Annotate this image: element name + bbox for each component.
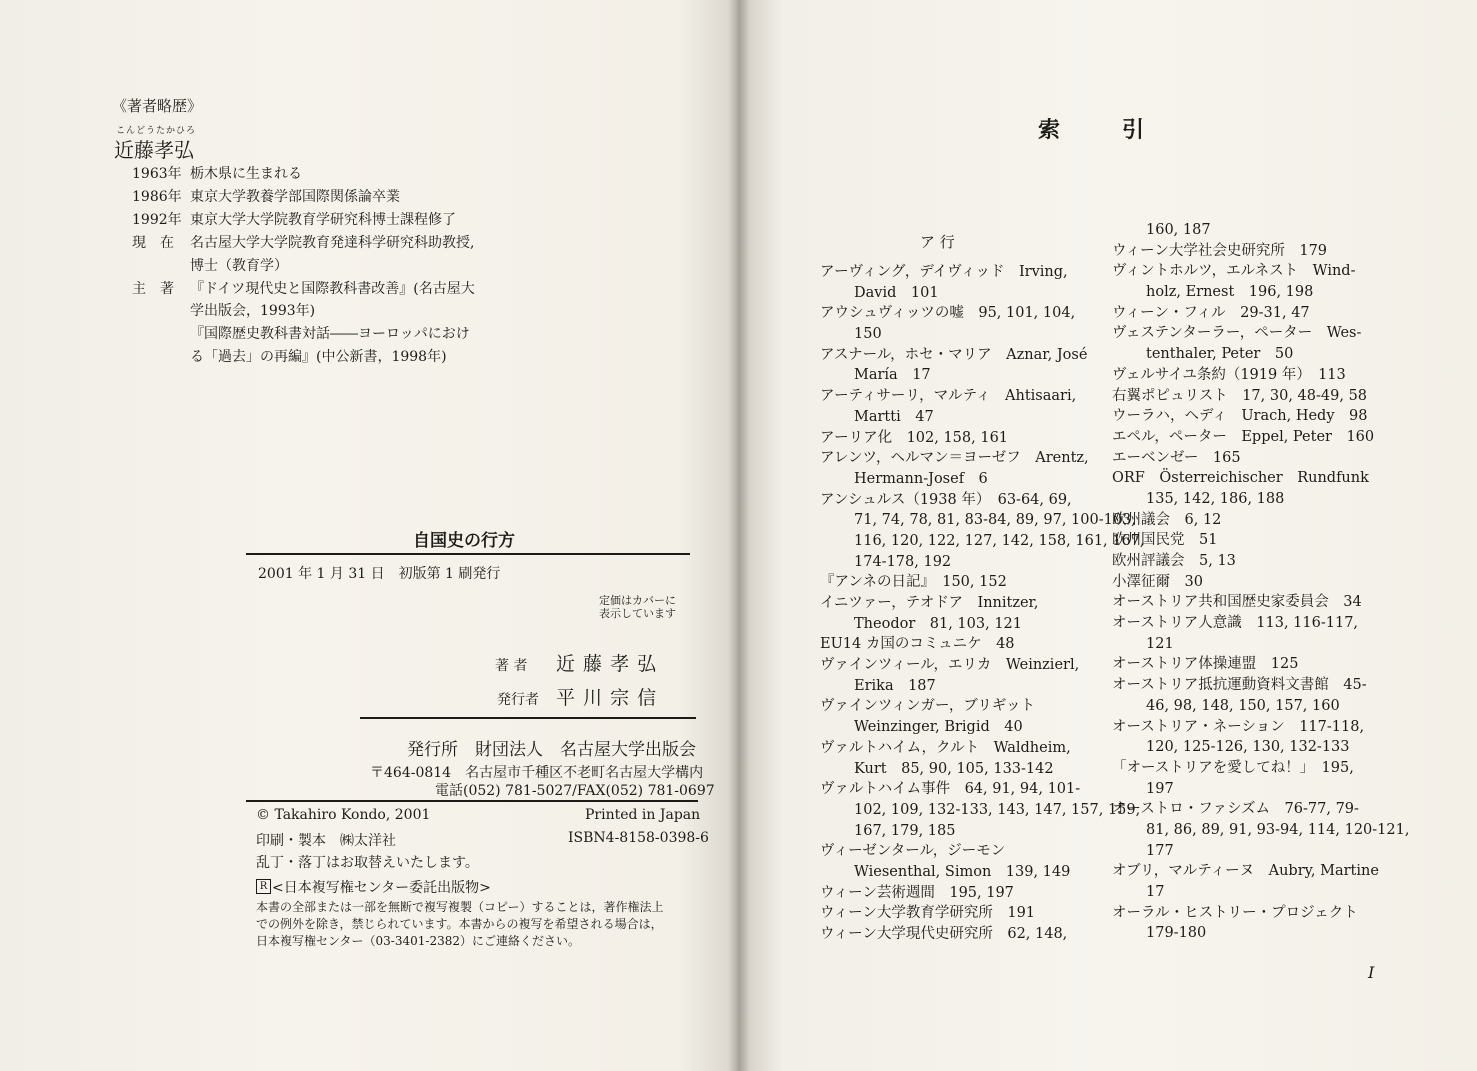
index-entry-line: Kurt 85, 90, 105, 133-142 <box>854 760 1054 777</box>
author-name-ruby: こんどうたかひろ <box>116 126 197 136</box>
index-entry-line: ORF Österreichischer Rundfunk <box>1112 470 1369 487</box>
index-entry-line: ウーラハ，ヘディ Urach, Hedy 98 <box>1112 408 1368 425</box>
index-entry-line: 71, 74, 78, 81, 83-84, 89, 97, 100-103, <box>854 512 1136 529</box>
index-entry-line: ヴェステンターラー，ペーター Wes- <box>1112 325 1362 342</box>
copyright: © Takahiro Kondo, 2001 <box>256 807 431 823</box>
jrrc-mark: R <box>256 879 271 894</box>
bio-text: 東京大学教養学部国際関係論卒業 <box>190 189 400 205</box>
index-entry-line: アレンツ，ヘルマン＝ヨーゼフ Arentz, <box>820 450 1089 467</box>
bio-row <box>132 209 456 229</box>
index-entry-line: ウィーン大学社会史研究所 179 <box>1112 242 1328 259</box>
publication-date: 2001 年 1 月 31 日 初版第 1 刷発行 <box>258 566 501 582</box>
colophon-top-rule <box>246 553 690 555</box>
index-column-2 <box>1112 220 1409 944</box>
bio-text: る「過去」の再編』(中公新書，1998年) <box>190 349 447 365</box>
index-entry-line: オブリ，マルティーヌ Aubry, Martine <box>1112 863 1379 880</box>
index-entry-line: オーストリア共和国歴史家委員会 34 <box>1112 594 1362 611</box>
index-entry-line: 121 <box>1146 635 1174 652</box>
index-entry-line: 「オーストリアを愛してね！」 195, <box>1112 759 1354 776</box>
index-entry-line: 46, 98, 148, 150, 157, 160 <box>1146 697 1340 714</box>
index-entry-line: Theodor 81, 103, 121 <box>854 615 1023 632</box>
bio-year: 1986年 <box>132 189 182 205</box>
index-entry-line: アウシュヴィッツの嘘 95, 101, 104, <box>820 305 1076 322</box>
index-entry-line: Hermann-Josef 6 <box>854 470 988 487</box>
index-entry-line: オーラル・ヒストリー・プロジェクト <box>1112 904 1358 921</box>
index-entry-line: 81, 86, 89, 91, 93-94, 114, 120-121, <box>1146 821 1410 838</box>
jrrc-text <box>256 899 664 950</box>
bio-heading: 《著者略歴》 <box>112 97 203 115</box>
index-entry-line: アーティサーリ，マルティ Ahtisaari, <box>820 388 1077 405</box>
jrrc-text-line: での例外を除き，禁じられています。本書からの複写を希望される場合は， <box>256 917 663 931</box>
jrrc-text-line: 日本複写権センター（03-3401-2382）にご連絡ください。 <box>256 934 580 948</box>
index-entry-line: オーストリア体操連盟 125 <box>1112 656 1299 673</box>
bio-text: 博士（教育学） <box>190 258 288 274</box>
index-entry-line: Erika 187 <box>854 677 936 694</box>
bio-text: 『ドイツ現代史と国際教科書改善』(名古屋大 <box>190 281 475 297</box>
author-label: 著 者 <box>495 658 528 674</box>
index-entry-line: ヴィーゼンタール，ジーモン <box>820 843 1006 860</box>
bio-text: 名古屋大学大学院教育発達科学研究科助教授, <box>190 235 475 251</box>
index-entry-line: David 101 <box>854 284 939 301</box>
page-number: I <box>1368 963 1375 982</box>
index-entry-line: 135, 142, 186, 188 <box>1146 490 1285 507</box>
index-entry-line: ヴィントホルツ，エルネスト Wind- <box>1112 263 1356 280</box>
index-entry-line: アーヴィング，デイヴィッド Irving, <box>820 264 1068 280</box>
index-entry-line: ウィーン大学教育学研究所 191 <box>820 905 1036 922</box>
index-entry-line: 150 <box>854 326 882 343</box>
colophon-bottom-rule <box>246 800 698 802</box>
index-entry-line: 167, 179, 185 <box>854 822 956 839</box>
index-entry-line: ヴァインツィンガー，ブリギット <box>820 698 1036 715</box>
index-entry-line: ヴァルトハイム，クルト Waldheim, <box>820 739 1071 756</box>
index-title: 索 引 <box>1038 117 1165 143</box>
colophon-author: 近 藤 孝 弘 <box>556 653 658 675</box>
bio-row <box>132 323 470 343</box>
index-entry-line: ヴァインツィール，エリカ Weinzierl, <box>820 657 1080 674</box>
index-entry-line: tenthaler, Peter 50 <box>1146 346 1294 363</box>
bio-year: 1963年 <box>132 166 182 182</box>
isbn: ISBN4-8158-0398-6 <box>568 830 709 846</box>
bio-row <box>132 255 288 275</box>
bio-row <box>132 300 315 320</box>
author-name: 近藤孝弘 <box>114 138 194 162</box>
index-entry-line: 欧州評議会 5, 13 <box>1112 553 1236 569</box>
index-entry-line: 右翼ポピュリスト 17, 30, 48-49, 58 <box>1112 387 1368 404</box>
index-entry-line: イニツァー，テオドア Innitzer, <box>820 595 1039 611</box>
index-entry-line: Martti 47 <box>854 408 934 425</box>
index-entry-line: ウィーン・フィル 29-31, 47 <box>1112 304 1310 321</box>
index-entry-line: エーベンゼー 165 <box>1112 449 1241 466</box>
bio-row <box>132 346 447 366</box>
publisher-phone: 電話(052) 781-5027/FAX(052) 781-0697 <box>435 783 715 799</box>
index-entry-line: 160, 187 <box>1146 222 1211 238</box>
index-entry-line: オーストリア抵抗運動資料文書館 45- <box>1112 677 1367 694</box>
jrrc-title: <日本複写権センター委託出版物> <box>272 880 491 896</box>
index-entry-line: ヴァルトハイム事件 64, 91, 94, 101- <box>820 781 1081 798</box>
index-entry-line: 120, 125-126, 130, 132-133 <box>1146 739 1350 756</box>
publisher-address: 〒464-0814 名古屋市千種区不老町名古屋大学構内 <box>370 765 704 781</box>
index-entry-line: 102, 109, 132-133, 143, 147, 157, 159, <box>854 801 1141 818</box>
index-entry-line: ウィーン芸術週間 195, 197 <box>820 884 1014 901</box>
printer: 印刷・製本 ㈱太洋社 <box>256 833 396 849</box>
publisher-person-label: 発行者 <box>497 692 539 708</box>
index-section-heading: ア 行 <box>920 233 955 251</box>
index-entry-line: アーリア化 102, 158, 161 <box>820 429 1009 446</box>
index-entry-line: オーストロ・ファシズム 76-77, 79- <box>1112 801 1359 818</box>
jrrc-text-line: 本書の全部または一部を無断で複写複製（コピー）することは，著作権法上 <box>256 900 664 914</box>
index-entry-line: Wiesenthal, Simon 139, 149 <box>854 863 1071 880</box>
book-title: 自国史の行方 <box>413 531 515 551</box>
bio-year: 現 在 <box>132 235 174 251</box>
bio-text: 栃木県に生まれる <box>190 166 302 182</box>
bio-text: 学出版会，1993年) <box>190 303 316 319</box>
price-note-line-2: 表示しています <box>599 607 676 620</box>
index-entry-line: オーストリア・ネーション 117-118, <box>1112 718 1365 735</box>
index-entry-line: ヴェルサイユ条約（1919 年） 113 <box>1112 366 1346 383</box>
index-entry-line: エペル，ペーター Eppel, Peter 160 <box>1112 428 1375 445</box>
index-entry-line: 小澤征爾 30 <box>1112 573 1203 590</box>
index-entry-line: 17 <box>1146 884 1165 900</box>
index-column-1 <box>820 262 1145 945</box>
price-note-line-1: 定価はカバーに <box>599 594 676 607</box>
bio-row <box>132 163 302 183</box>
index-entry-line: アンシュルス（1938 年） 63-64, 69, <box>820 491 1072 508</box>
replacement-note: 乱丁・落丁はお取替えいたします。 <box>256 855 479 871</box>
index-entry-line: 177 <box>1146 842 1174 859</box>
bio-text: 東京大学大学院教育学研究科博士課程修了 <box>190 212 456 228</box>
bio-text: 『国際歴史教科書対話――ヨーロッパにおけ <box>190 326 470 342</box>
printed-in: Printed in Japan <box>585 807 701 823</box>
bio-row <box>132 232 474 252</box>
bio-year: 主 著 <box>132 281 174 297</box>
index-entry-line: 174-178, 192 <box>854 553 952 570</box>
index-entry-line: 欧州議会 6, 12 <box>1112 511 1222 528</box>
index-entry-line: 179-180 <box>1146 925 1207 942</box>
index-entry-line: 116, 120, 122, 127, 142, 158, 161, 167, <box>854 532 1145 549</box>
index-entry-line: 197 <box>1146 780 1174 797</box>
index-entry-line: María 17 <box>854 367 931 384</box>
bio-row <box>132 186 400 206</box>
index-entry-line: holz, Ernest 196, 198 <box>1146 284 1314 301</box>
index-entry-line: 『アンネの日記』 150, 152 <box>820 574 1007 591</box>
book-gutter <box>728 0 750 1071</box>
index-entry-line: 欧州国民党 51 <box>1112 532 1218 549</box>
colophon-mid-rule <box>360 717 696 719</box>
index-entry-line: オーストリア人意識 113, 116-117, <box>1112 615 1359 632</box>
index-entry-line: EU14 カ国のコミュニケ 48 <box>820 636 1015 653</box>
publisher-person: 平 川 宗 信 <box>556 687 658 709</box>
index-entry-line: アスナール，ホセ・マリア Aznar, José <box>820 346 1088 363</box>
bio-row <box>132 278 475 298</box>
bio-year: 1992年 <box>132 212 182 228</box>
publisher-line: 発行所 財団法人 名古屋大学出版会 <box>407 740 696 760</box>
index-entry-line: Weinzinger, Brigid 40 <box>854 719 1023 736</box>
index-entry-line: ウィーン大学現代史研究所 62, 148, <box>820 926 1068 942</box>
